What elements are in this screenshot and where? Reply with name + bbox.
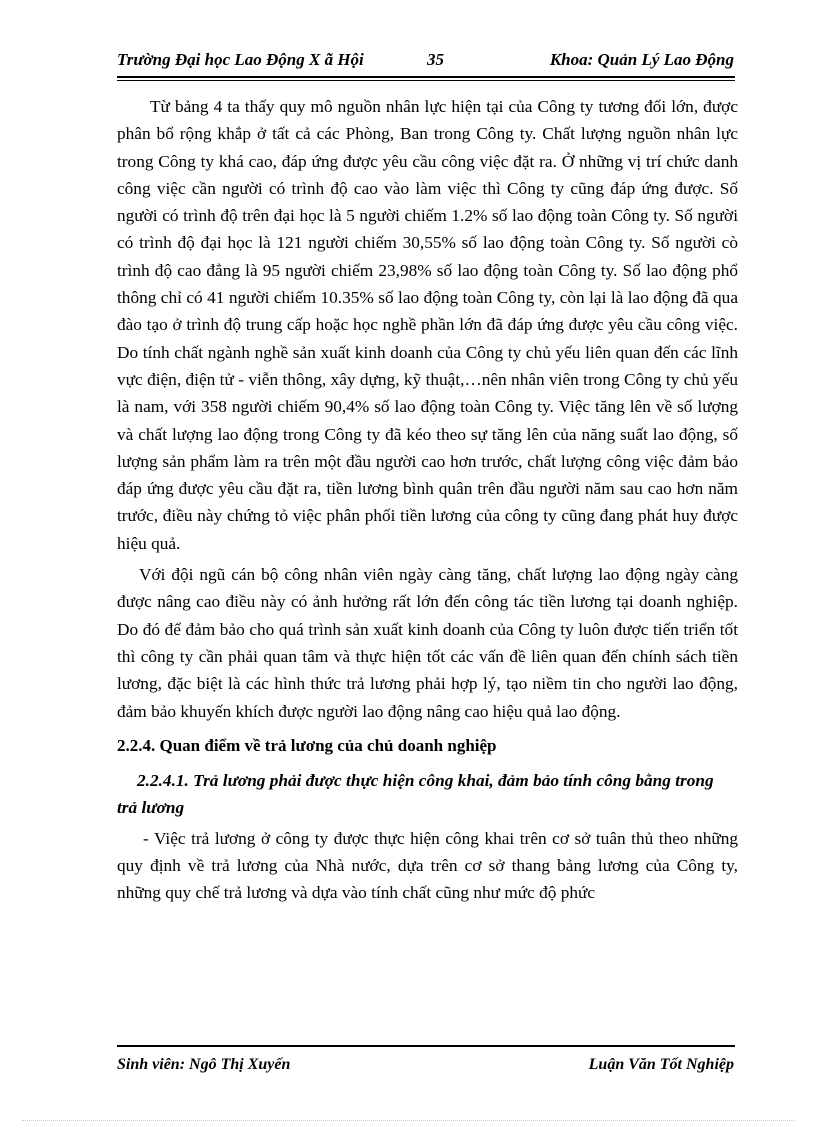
paragraph-1: Từ bảng 4 ta thấy quy mô nguồn nhân lực hiện tại của Công ty tương đối lớn, được phân bổ rộng khắp ở tất cả các Phòng, Ban trong Công ty. Chất lượng nguồn nhân lực trong Công ty khá cao, đáp ứng được yêu cầu công việc đặt ra. Ở những vị trí chức danh công việc cần người có trình độ cao vào làm việc thì Công ty cũng đáp ứng được. Số người có trình độ trên đại học là 5 người chiếm 1.2% số lao động toàn Công ty. Số người có trình độ đại học là 121 người chiếm 30,55% số lao động toàn Công ty. Số người cò trình độ cao đẳng là 95 người chiếm 23,98% số lao động toàn Công ty. Số lao động phổ thông chỉ có 41 người chiếm 10.35% số lao động toàn Công ty, còn lại là lao động đã qua đào tạo ở trình độ trung cấp hoặc học nghề phần lớn đã đáp ứng được yêu cầu công việc. Do tính chất ngành nghề sản xuất kinh doanh của Công ty chủ yếu liên quan đến các lĩnh vực điện, điện tử - viễn thông, xây dựng, kỹ thuật,…nên nhân viên trong Công ty chủ yếu là nam, với 358 người chiếm 90,4% số lao động toàn Công ty. Việc tăng lên về số lượng và chất lượng lao động trong Công ty đã kéo theo sự tăng lên của năng suất lao động, số lượng sản phẩm làm ra trên một đầu người cao hơn trước, chất lượng công việc đảm bảo đáp ứng được yêu cầu đặt ra, tiền lương bình quân trên đầu người năm sau cao hơn năm trước, điều này chứng tỏ việc phân phối tiền lương của công ty cũng đang phát huy được hiệu quả.	[117, 97, 738, 553]
footer-rule	[117, 1045, 735, 1047]
page-footer	[117, 1056, 734, 1076]
page-header	[117, 50, 734, 70]
page-number: 35	[427, 50, 444, 69]
faculty-name: Khoa: Quản Lý Lao Động	[549, 50, 734, 69]
page-body	[117, 93, 738, 907]
page-bottom-edge	[22, 1120, 794, 1121]
header-rule-thin	[117, 80, 735, 81]
university-name: Trường Đại học Lao Động X ã Hội	[117, 50, 364, 69]
header-rule	[117, 76, 735, 78]
paragraph-2: Với đội ngũ cán bộ công nhân viên ngày càng tăng, chất lượng lao động ngày càng được nâng cao điều này có ảnh hưởng rất lớn đến công tác tiền lương tại doanh nghiệp. Do đó để đảm bảo cho quá trình sản xuất kinh doanh của Công ty luôn được tiến triển tốt thì công ty cần phải quan tâm và thực hiện tốt các vấn đề liên quan đến chính sách tiền lương, đặc biệt là các hình thức trả lương phải hợp lý, tạo niềm tin cho người lao động, đảm bảo khuyến khích được người lao động nâng cao hiệu quả lao động.	[117, 565, 738, 721]
section-heading: 2.2.4. Quan điểm về trả lương của chủ doanh nghiệp	[117, 735, 497, 755]
thesis-label: Luận Văn Tốt Nghiệp	[588, 1056, 734, 1073]
paragraph-3: - Việc trả lương ở công ty được thực hiện công khai trên cơ sở tuân thủ theo những quy định về trả lương của Nhà nước, dựa trên cơ sở thang bảng lương của Công ty, những quy chế trả lương và dựa vào tính chất cũng như mức độ phức	[117, 828, 738, 903]
subsection-heading: 2.2.4.1. Trả lương phải được thực hiện công khai, đảm bảo tính công bằng trong trả lương	[117, 770, 714, 817]
student-name: Sinh viên: Ngô Thị Xuyến	[117, 1056, 291, 1073]
